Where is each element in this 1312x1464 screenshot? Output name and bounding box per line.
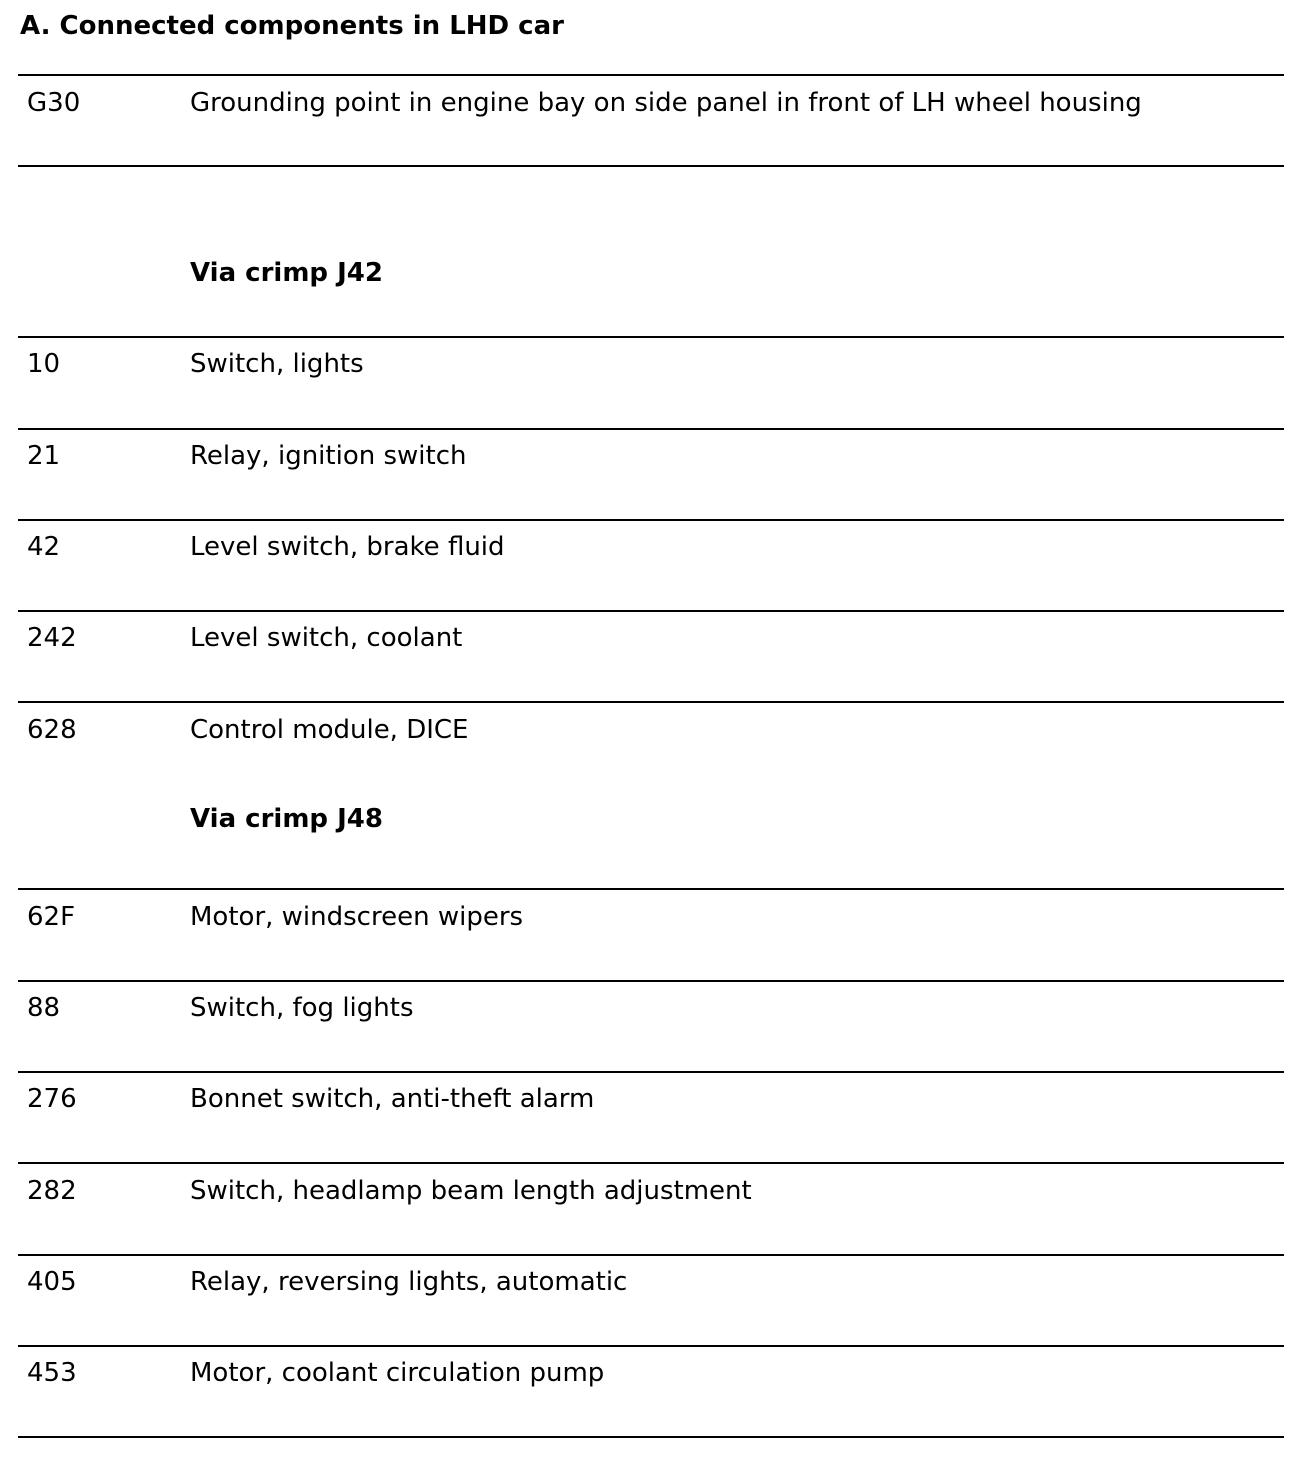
table-rule [18,1162,1284,1164]
section-heading: Via crimp J48 [190,804,383,834]
component-description: Control module, DICE [190,715,469,745]
component-code: 628 [27,715,77,745]
table-rule [18,610,1284,612]
component-description: Relay, reversing lights, automatic [190,1267,628,1297]
page-title: A. Connected components in LHD car [20,11,564,41]
component-code: 282 [27,1176,77,1206]
table-rule [18,1436,1284,1438]
component-description: Relay, ignition switch [190,441,467,471]
component-description: Switch, fog lights [190,993,414,1023]
component-code: 21 [27,441,61,471]
component-code: 276 [27,1084,77,1114]
component-code: 10 [27,349,61,379]
table-rule [18,980,1284,982]
section-heading: Via crimp J42 [190,258,383,288]
component-code: 62F [27,902,76,932]
component-description: Grounding point in engine bay on side panel in front of LH wheel housing [190,88,1142,118]
component-code: 42 [27,532,61,562]
table-rule [18,336,1284,338]
component-code: 242 [27,623,77,653]
component-description: Bonnet switch, anti-theft alarm [190,1084,595,1114]
component-code: 88 [27,993,61,1023]
component-code: 453 [27,1358,77,1388]
table-rule [18,165,1284,167]
table-rule [18,1071,1284,1073]
component-description: Switch, headlamp beam length adjustment [190,1176,752,1206]
component-description: Switch, lights [190,349,364,379]
component-description: Motor, windscreen wipers [190,902,524,932]
component-description: Level switch, coolant [190,623,463,653]
table-rule [18,701,1284,703]
table-rule [18,1345,1284,1347]
component-code: 405 [27,1267,77,1297]
table-rule [18,428,1284,430]
component-description: Motor, coolant circulation pump [190,1358,605,1388]
table-rule [18,519,1284,521]
table-rule [18,888,1284,890]
component-description: Level switch, brake fluid [190,532,505,562]
component-code: G30 [27,88,81,118]
table-rule [18,1254,1284,1256]
table-rule [18,74,1284,76]
